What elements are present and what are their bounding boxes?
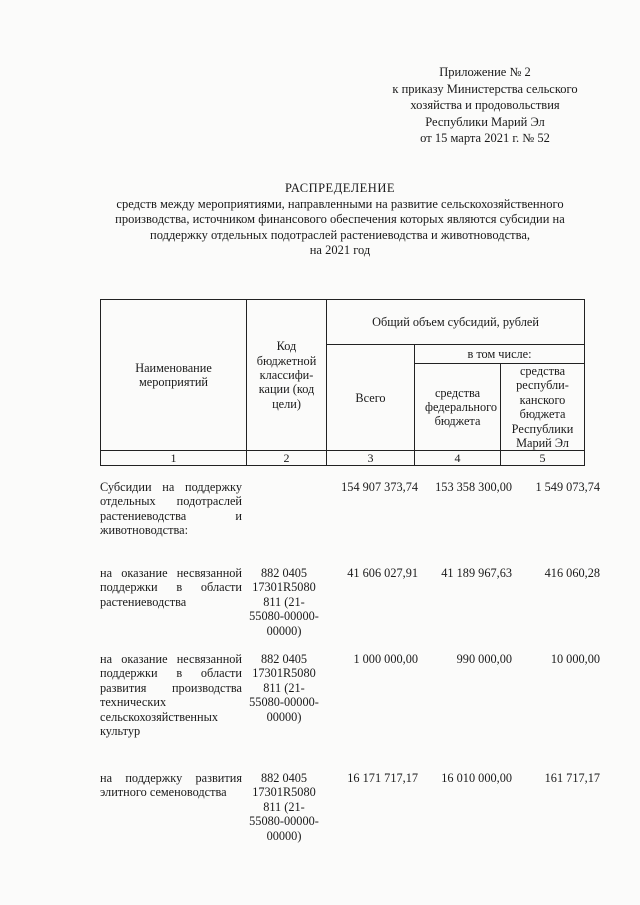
appendix-line: Приложение № 2: [439, 65, 531, 79]
table-header: [100, 299, 585, 466]
row-all: 41 606 027,91: [347, 566, 418, 580]
header-total-group: Общий объем субсидий, рублей: [327, 300, 585, 345]
row-name: Субсидии на поддержку отдельных подотраслей растениеводства и животноводства:: [100, 480, 242, 538]
row-federal: 41 189 967,63: [441, 566, 512, 580]
appendix-line: от 15 марта 2021 г. № 52: [420, 131, 550, 145]
table-row: [100, 480, 600, 566]
appendix-line: к приказу Министерства сельского: [392, 81, 578, 96]
row-name: на оказание несвязанной поддержки в области развития производства технических сельскохозяйственных культур: [100, 652, 242, 739]
row-code: 882 0405 17301R5080 811 (21-55080-00000-00000): [249, 771, 319, 843]
header-all: Всего: [327, 345, 415, 451]
row-republic: 1 549 073,74: [535, 480, 600, 494]
appendix-line: Республики Марий Эл: [425, 114, 545, 129]
table-body: [100, 480, 600, 851]
row-code: 882 0405 17301R5080 811 (21-55080-00000-00000): [249, 652, 319, 724]
table-row: [100, 566, 600, 652]
title-heading: РАСПРЕДЕЛЕНИЕ: [284, 181, 395, 195]
document-title: [100, 181, 580, 259]
table-row: [100, 652, 600, 771]
title-line: средств между мероприятиями, направленными на развитие сельскохозяйственного: [116, 196, 564, 211]
row-federal: 16 010 000,00: [441, 771, 512, 785]
header-republic: средства республи-канского бюджета Республики Марий Эл: [501, 364, 585, 451]
appendix-line: хозяйства и продовольствия: [410, 98, 560, 112]
header-code: Код бюджетной классифи-кации (код цели): [247, 300, 327, 451]
header-in-total: в том числе:: [415, 345, 585, 364]
title-line: производства, источником финансового обеспечения которых являются субсидии на: [115, 212, 565, 226]
column-number: 2: [247, 451, 327, 466]
column-number: 5: [501, 451, 585, 466]
row-all: 1 000 000,00: [353, 652, 418, 666]
column-number: 4: [415, 451, 501, 466]
appendix-block: [380, 64, 590, 147]
title-line: поддержку отдельных подотраслей растениеводства и животноводства,: [150, 227, 530, 242]
column-number: 1: [101, 451, 247, 466]
row-name: на поддержку развития элитного семеноводства: [100, 771, 242, 800]
row-republic: 10 000,00: [550, 652, 600, 666]
row-federal: 990 000,00: [456, 652, 512, 666]
row-name: на оказание несвязанной поддержки в области растениеводства: [100, 566, 242, 609]
header-name: Наименование мероприятий: [101, 300, 247, 451]
row-federal: 153 358 300,00: [435, 480, 512, 494]
row-code: 882 0405 17301R5080 811 (21-55080-00000-00000): [249, 566, 319, 638]
title-line: на 2021 год: [309, 243, 371, 257]
row-republic: 161 717,17: [544, 771, 600, 785]
table-row: [100, 771, 600, 851]
row-all: 16 171 717,17: [347, 771, 418, 785]
row-all: 154 907 373,74: [341, 480, 418, 494]
row-code: [242, 480, 326, 566]
header-federal: средства федерального бюджета: [415, 364, 501, 451]
column-number: 3: [327, 451, 415, 466]
row-republic: 416 060,28: [544, 566, 600, 580]
